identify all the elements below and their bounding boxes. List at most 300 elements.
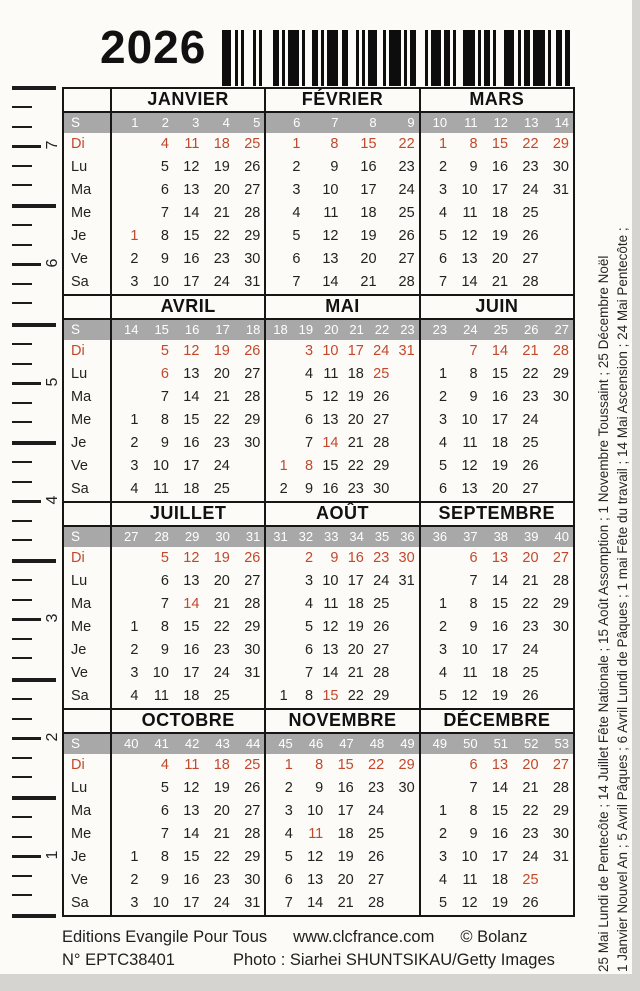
day-cell: 25: [522, 872, 539, 888]
day-cell: [112, 593, 142, 616]
day-cell: 16: [183, 872, 200, 888]
day-cell: 8: [469, 596, 478, 612]
day-cell: 23: [522, 389, 539, 405]
day-cell: 30: [552, 619, 569, 635]
day-cell: 21: [522, 780, 539, 796]
day-cell: 14: [461, 274, 478, 290]
day-cell: 27: [552, 757, 569, 773]
day-cell: 24: [373, 343, 390, 359]
ruler-half-cm-tick: [12, 263, 41, 266]
day-cell: 21: [213, 205, 230, 221]
ruler-mm-tick: [12, 836, 32, 838]
day-row: [112, 225, 264, 248]
day-cell: 4: [292, 205, 301, 221]
ruler: [12, 86, 68, 920]
day-cell: 1: [279, 688, 288, 704]
day-cell: 7: [160, 205, 169, 221]
month-block: [419, 503, 573, 708]
ruler-mm-tick: [12, 757, 32, 759]
week-number: 39: [524, 529, 539, 544]
day-cell: 28: [244, 596, 261, 612]
day-cell: 10: [152, 895, 169, 911]
day-cell: [112, 800, 142, 823]
day-cell: 13: [491, 550, 509, 566]
ruler-mm-tick: [12, 539, 32, 541]
day-cell: [112, 570, 142, 593]
day-cell: [388, 869, 418, 892]
day-cell: 23: [213, 435, 230, 451]
day-cell: 15: [491, 596, 509, 612]
day-row: [266, 340, 418, 363]
day-cell: [543, 455, 573, 478]
day-row: [112, 685, 264, 708]
day-label-ma: Ma: [71, 803, 92, 819]
day-cell: 20: [360, 251, 377, 267]
day-cell: 25: [373, 596, 390, 612]
week-number: 40: [123, 736, 139, 751]
credits-line-2: [62, 949, 581, 972]
day-cell: 4: [160, 136, 169, 152]
day-cell: 17: [183, 665, 200, 681]
day-cell: 30: [244, 642, 261, 658]
month-title: JUILLET: [112, 503, 264, 527]
week-number: 14: [123, 322, 139, 337]
week-number: 36: [400, 529, 415, 544]
day-cell: 26: [522, 458, 539, 474]
day-cell: 14: [183, 389, 200, 405]
week-number: 53: [554, 736, 569, 751]
day-label-column: [64, 710, 110, 915]
week-row-label: S: [64, 320, 110, 340]
week-number: 23: [432, 322, 448, 337]
day-cell: 18: [347, 366, 364, 382]
day-cell: 20: [522, 550, 539, 566]
day-cell: 20: [522, 757, 539, 773]
barcode-bar: [565, 30, 570, 86]
day-cell: 15: [360, 136, 377, 152]
ruler-cm-tick: [12, 86, 56, 90]
day-cell: 11: [462, 665, 478, 681]
week-number: 48: [369, 736, 385, 751]
day-cell: [112, 386, 142, 409]
day-cell: 20: [347, 412, 364, 428]
day-cell: [112, 340, 142, 363]
day-cell: 24: [522, 849, 539, 865]
day-cell: 22: [347, 688, 364, 704]
ruler-mm-tick: [12, 402, 32, 404]
day-label-di: Di: [71, 757, 85, 773]
day-cell: 14: [322, 665, 339, 681]
day-cell: 29: [244, 412, 261, 428]
day-cell: 19: [213, 550, 230, 566]
day-cell: 24: [522, 182, 539, 198]
product-ref: N° EPTC38401: [62, 951, 175, 969]
day-row: [112, 363, 264, 386]
day-row: [421, 133, 573, 156]
week-row-label: S: [64, 734, 110, 754]
day-cell: 29: [244, 849, 261, 865]
barcode-bar: [524, 30, 530, 86]
day-cell: [112, 777, 142, 800]
day-cell: 8: [469, 136, 478, 152]
day-row: [421, 892, 573, 915]
day-row: [266, 432, 418, 455]
day-cell: 5: [292, 228, 301, 244]
day-row: [266, 570, 418, 593]
barcode-bar: [478, 30, 481, 86]
day-row: [112, 547, 264, 570]
week-number: 24: [463, 322, 478, 337]
month-title: AOÛT: [266, 503, 418, 527]
day-cell: 7: [469, 343, 478, 359]
day-cell: 3: [305, 573, 314, 589]
day-cell: 7: [160, 826, 169, 842]
day-cell: 4: [305, 366, 314, 382]
day-cell: 1: [292, 136, 301, 152]
day-cell: 5: [305, 389, 314, 405]
day-cell: 19: [491, 895, 509, 911]
day-cell: 6: [305, 642, 314, 658]
day-cell: 17: [491, 642, 509, 658]
day-cell: 17: [183, 458, 200, 474]
month-title: DÉCEMBRE: [421, 710, 573, 734]
week-number: 29: [184, 529, 200, 544]
day-cell: [543, 685, 573, 708]
day-cell: 28: [244, 205, 261, 221]
day-row: [266, 662, 418, 685]
day-cell: 30: [552, 389, 569, 405]
day-cell: 20: [213, 803, 230, 819]
day-cell: 8: [160, 849, 169, 865]
day-cell: 1: [130, 849, 139, 865]
day-cell: 30: [244, 872, 261, 888]
day-cell: 22: [347, 458, 364, 474]
ruler-mm-tick: [12, 363, 32, 365]
day-row: [266, 455, 418, 478]
day-cell: [266, 432, 291, 455]
ruler-mm-tick: [12, 875, 32, 877]
day-label-je: Je: [71, 642, 87, 658]
day-row: [112, 133, 264, 156]
day-cell: 27: [373, 642, 390, 658]
day-row: [421, 271, 573, 294]
week-number-band: [112, 113, 264, 133]
barcode-bar: [463, 30, 475, 86]
day-row: [421, 156, 573, 179]
ruler-half-cm-tick: [12, 737, 41, 740]
ruler-cm-tick: [12, 914, 56, 918]
ruler-mm-tick: [12, 283, 32, 285]
day-cell: 9: [160, 642, 169, 658]
day-row: [112, 386, 264, 409]
week-number: 5: [253, 115, 261, 130]
week-number: 2: [161, 115, 169, 130]
day-label-ve: Ve: [71, 458, 88, 474]
day-cell: 6: [469, 757, 478, 773]
day-cell: [543, 478, 573, 501]
day-cell: 5: [439, 895, 448, 911]
day-cell: [393, 409, 418, 432]
day-cell: 22: [522, 366, 539, 382]
day-cell: 3: [130, 458, 139, 474]
day-cell: 24: [522, 412, 539, 428]
day-cell: 27: [522, 251, 539, 267]
day-cell: 10: [461, 849, 478, 865]
day-cell: 3: [130, 895, 139, 911]
barcode-bar: [444, 30, 450, 86]
backdrop-edge-bottom: [0, 974, 640, 991]
week-number: 8: [369, 115, 377, 130]
day-row: [266, 616, 418, 639]
day-cell: 31: [398, 343, 415, 359]
ruler-mm-tick: [12, 126, 32, 128]
barcode-bar: [518, 30, 521, 86]
ruler-mm-tick: [12, 106, 32, 108]
week-number-band: [421, 734, 573, 754]
day-cell: 3: [439, 182, 448, 198]
month-title: JUIN: [421, 296, 573, 320]
day-cell: 31: [552, 849, 569, 865]
week-number: 22: [374, 322, 390, 337]
day-cell: [393, 639, 418, 662]
day-cell: 30: [398, 780, 415, 796]
day-cell: 1: [439, 366, 448, 382]
holidays-note: [594, 62, 632, 972]
day-cell: 24: [522, 642, 539, 658]
day-cell: [234, 478, 264, 501]
day-cell: 7: [160, 596, 169, 612]
day-cell: [112, 823, 142, 846]
day-cell: 2: [279, 481, 288, 497]
week-number: 43: [215, 736, 230, 751]
day-cell: 5: [160, 780, 169, 796]
day-cell: 4: [130, 481, 139, 497]
day-cell: 30: [373, 481, 390, 497]
day-cell: 23: [522, 159, 539, 175]
ruler-mm-tick: [12, 718, 32, 720]
day-row: [421, 869, 573, 892]
day-cell: 4: [160, 757, 169, 773]
day-cell: 25: [244, 136, 261, 152]
day-row: [266, 547, 418, 570]
day-cell: 26: [244, 159, 261, 175]
barcode-bar: [410, 30, 416, 86]
day-cell: 6: [160, 573, 169, 589]
day-cell: 19: [491, 458, 509, 474]
week-number: 31: [273, 529, 288, 544]
day-cell: 8: [160, 412, 169, 428]
ruler-mm-tick: [12, 184, 32, 186]
day-cell: [112, 202, 142, 225]
barcode-bar: [282, 30, 285, 86]
month-title: MARS: [421, 89, 573, 113]
ruler-cm-tick: [12, 323, 56, 327]
day-cell: 29: [398, 757, 415, 773]
day-label-lu: Lu: [71, 159, 88, 175]
day-cell: 28: [552, 343, 569, 359]
day-cell: 17: [347, 573, 364, 589]
day-cell: 25: [213, 481, 230, 497]
ruler-half-cm-tick: [12, 855, 41, 858]
day-cell: 29: [552, 136, 569, 152]
day-cell: 27: [244, 366, 261, 382]
day-cell: 2: [130, 642, 139, 658]
day-label-me: Me: [71, 826, 92, 842]
day-cell: 3: [305, 343, 314, 359]
week-number: 15: [154, 322, 169, 337]
day-cell: 10: [461, 182, 478, 198]
day-cell: 29: [552, 803, 569, 819]
day-cell: 12: [183, 343, 200, 359]
day-cell: 1: [130, 412, 139, 428]
day-cell: 11: [153, 481, 169, 497]
month-title: JANVIER: [112, 89, 264, 113]
day-row: [421, 823, 573, 846]
day-cell: [112, 133, 142, 156]
day-row: [421, 685, 573, 708]
day-cell: 8: [160, 228, 169, 244]
day-cell: 22: [522, 136, 539, 152]
day-label-ma: Ma: [71, 596, 92, 612]
day-label-ve: Ve: [71, 872, 88, 888]
day-row: [112, 662, 264, 685]
day-cell: 13: [307, 872, 324, 888]
day-cell: 3: [130, 665, 139, 681]
day-cell: 12: [322, 228, 339, 244]
day-cell: 24: [213, 274, 230, 290]
day-cell: 10: [322, 573, 339, 589]
day-cell: 24: [213, 895, 230, 911]
day-row: [112, 823, 264, 846]
day-cell: [543, 639, 573, 662]
day-label-me: Me: [71, 619, 92, 635]
day-cell: 14: [183, 205, 200, 221]
day-label-je: Je: [71, 228, 87, 244]
day-cell: [543, 662, 573, 685]
week-number: 21: [349, 322, 364, 337]
day-row: [266, 133, 418, 156]
day-row: [112, 340, 264, 363]
day-cell: 26: [244, 343, 261, 359]
day-cell: 7: [469, 780, 478, 796]
day-row: [112, 248, 264, 271]
day-cell: 20: [347, 642, 364, 658]
day-cell: 17: [360, 182, 377, 198]
day-cell: [112, 179, 142, 202]
day-cell: 16: [183, 251, 200, 267]
day-cell: 27: [244, 182, 261, 198]
day-cell: 22: [522, 803, 539, 819]
day-cell: 20: [491, 481, 509, 497]
day-row: [112, 409, 264, 432]
day-cell: 16: [491, 389, 509, 405]
day-cell: 14: [183, 826, 200, 842]
day-cell: 30: [244, 435, 261, 451]
backdrop-edge-right: [632, 0, 640, 991]
week-number: 34: [349, 529, 364, 544]
credits-line-1: [62, 926, 581, 949]
day-cell: 7: [305, 435, 314, 451]
day-cell: [393, 432, 418, 455]
day-cell: 22: [213, 412, 230, 428]
day-label-column: [64, 89, 110, 294]
barcode-bar: [383, 30, 386, 86]
day-cell: 21: [491, 274, 509, 290]
ruler-mm-tick: [12, 579, 32, 581]
month-block: [110, 296, 264, 501]
day-row: [421, 800, 573, 823]
barcode-bar: [288, 30, 299, 86]
day-cell: 8: [330, 136, 339, 152]
week-number: 46: [308, 736, 324, 751]
day-row: [112, 639, 264, 662]
day-cell: 12: [183, 780, 200, 796]
day-row: [421, 179, 573, 202]
day-cell: 2: [439, 619, 448, 635]
day-cell: 15: [183, 619, 200, 635]
barcode-bar: [431, 30, 441, 86]
day-cell: 29: [244, 228, 261, 244]
day-cell: 26: [244, 780, 261, 796]
day-cell: 15: [491, 366, 509, 382]
day-cell: 15: [337, 757, 354, 773]
day-cell: [393, 685, 418, 708]
day-cell: 9: [469, 619, 478, 635]
day-row: [112, 570, 264, 593]
day-cell: 21: [337, 895, 354, 911]
day-cell: 5: [305, 619, 314, 635]
day-row: [266, 386, 418, 409]
month-block: [419, 710, 573, 915]
month-title: SEPTEMBRE: [421, 503, 573, 527]
holidays-line-1: 1 Janvier Nouvel An ; 5 Avril Pâques ; 6 Avril Lundi de Pâques ; 1 mai Fête du travail ; 14 Mai Ascension ; 24 Mai Pentecôte ;: [615, 227, 630, 972]
week-number-band: [266, 734, 418, 754]
week-number-band: [266, 527, 418, 547]
day-cell: 15: [491, 136, 509, 152]
barcode-bar: [404, 30, 407, 86]
week-row-label: S: [64, 527, 110, 547]
day-label-me: Me: [71, 205, 92, 221]
day-row: [421, 409, 573, 432]
label-column-spacer: [64, 296, 110, 320]
ruler-number: 4: [44, 495, 61, 505]
day-row: [266, 202, 418, 225]
day-row: [112, 777, 264, 800]
week-number: 26: [524, 322, 539, 337]
day-cell: 22: [213, 619, 230, 635]
day-cell: 2: [130, 435, 139, 451]
quarter-row: [64, 294, 573, 501]
day-cell: [266, 363, 291, 386]
month-block: [110, 89, 264, 294]
day-cell: 6: [292, 251, 301, 267]
quarter-row: [64, 87, 573, 294]
day-cell: 24: [373, 573, 390, 589]
day-row: [112, 892, 264, 915]
day-cell: 24: [398, 182, 415, 198]
day-row: [266, 409, 418, 432]
barcode-bar: [321, 30, 324, 86]
day-cell: 21: [213, 596, 230, 612]
day-row: [266, 248, 418, 271]
day-cell: 23: [398, 159, 415, 175]
day-cell: 17: [491, 849, 509, 865]
day-cell: 14: [307, 895, 324, 911]
day-cell: 19: [347, 389, 364, 405]
day-cell: 22: [522, 596, 539, 612]
ruler-mm-tick: [12, 343, 32, 345]
day-cell: 8: [315, 757, 324, 773]
